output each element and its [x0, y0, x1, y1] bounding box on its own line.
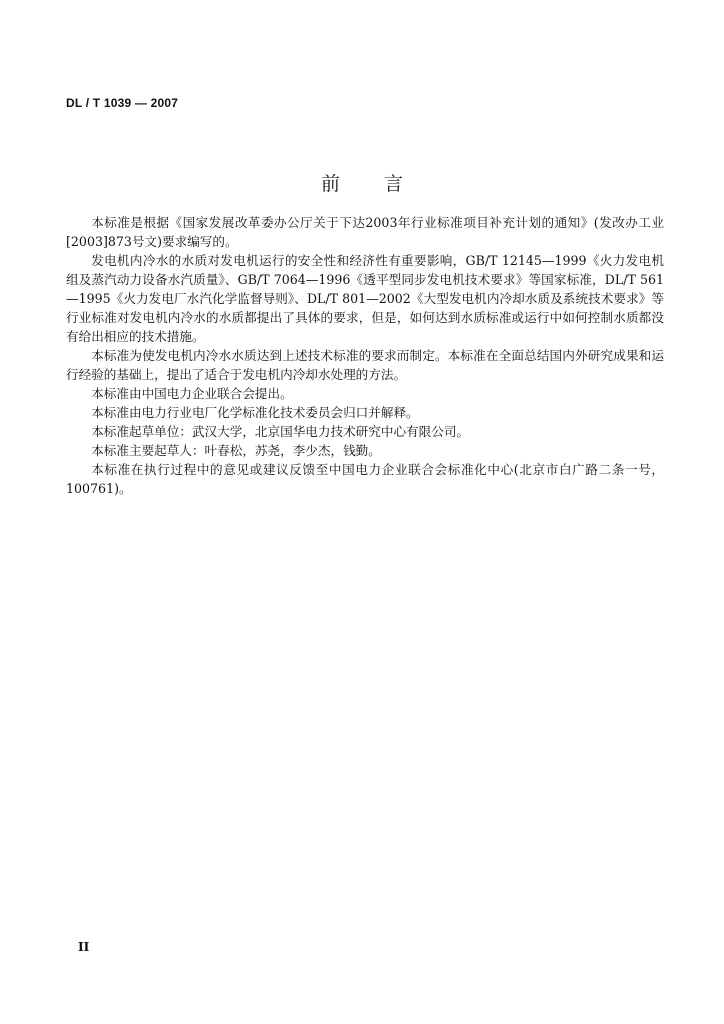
paragraph-drafting-units: 本标准起草单位：武汉大学，北京国华电力技术研究中心有限公司。 — [91, 424, 469, 439]
page-number: II — [78, 940, 90, 954]
paragraph-interpreter: 本标准由电力行业电厂化学标准化技术委员会归口并解释。 — [91, 405, 419, 420]
page-title: 前言 — [320, 172, 447, 195]
foreword-body — [66, 213, 664, 498]
paragraph-feedback: 本标准在执行过程中的意见或建议反馈至中国电力企业联合会标准化中心(北京市白广路二条一号，100761)。 — [66, 462, 664, 496]
paragraph-basis: 本标准是根据《国家发展改革委办公厅关于下达2003年行业标准项目补充计划的通知》(发改办工业[2003]873号文)要求编写的。 — [66, 215, 664, 249]
paragraph-proposer: 本标准由中国电力企业联合会提出。 — [91, 386, 293, 401]
paragraph-purpose: 本标准为使发电机内冷水水质达到上述技术标准的要求而制定。本标准在全面总结国内外研究成果和运行经验的基础上，提出了适合于发电机内冷却水处理的方法。 — [66, 348, 664, 382]
document-code: DL / T 1039 — 2007 — [66, 96, 179, 110]
paragraph-background: 发电机内冷水的水质对发电机运行的安全性和经济性有重要影响，GB/T 12145—1999《火力发电机组及蒸汽动力设备水汽质量》、GB/T 7064—1996《透平型同步发电机技术要求》等国家标准，DL/T 561—1995《火力发电厂水汽化学监督导则》、DL/T 801—2002《大型发电机内冷却水质及系统技术要求》等行业标准对发电机内冷水的水质都提出了具体的要求，但是，如何达到水质标准或运行中如何控制水质都没有给出相应的技术措施。 — [66, 253, 664, 344]
paragraph-drafters: 本标准主要起草人：叶春松，苏尧，李少杰，钱勤。 — [91, 443, 381, 458]
